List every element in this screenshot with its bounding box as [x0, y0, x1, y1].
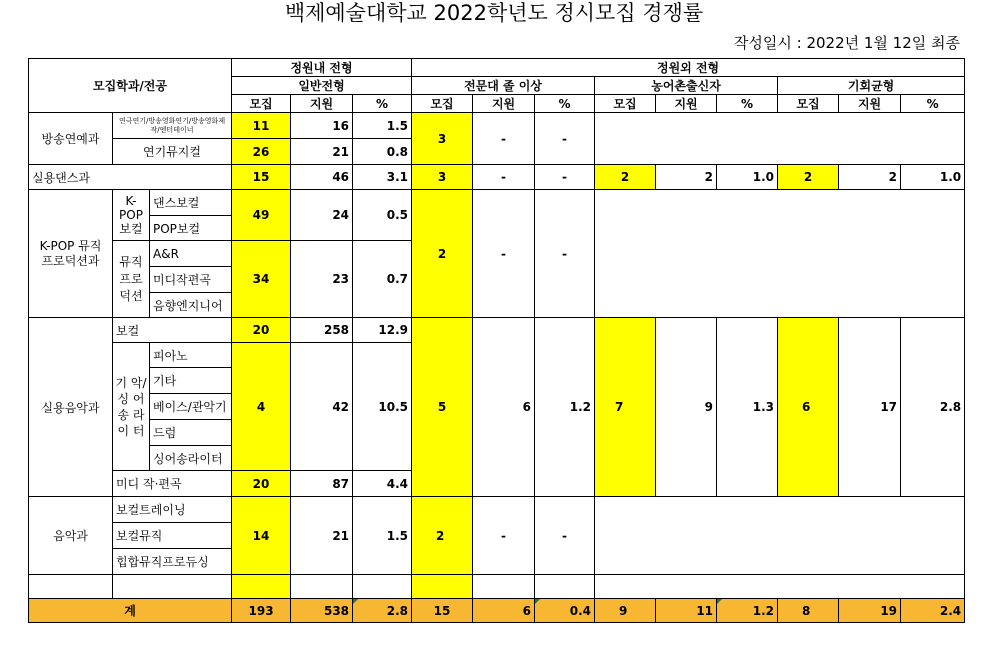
- date-stamp: 작성일시 : 2022년 1월 12일 최종: [733, 34, 960, 52]
- col-recruit: 모집: [412, 95, 473, 113]
- recruit-cell: 3: [412, 165, 473, 190]
- apply-cell: 17: [839, 318, 901, 497]
- empty-cell: [291, 575, 353, 599]
- recruit-cell: 2: [778, 165, 839, 190]
- apply-cell: -: [473, 190, 535, 318]
- major-name: 보컬트레이닝: [113, 497, 232, 523]
- major-name: 힙합뮤직프로듀싱: [113, 549, 232, 575]
- recruit-cell: 14: [232, 497, 291, 575]
- col-apply: 지원: [656, 95, 717, 113]
- apply-cell: 9: [656, 318, 717, 497]
- pct-cell: 10.5: [353, 343, 412, 471]
- col-apply: 지원: [291, 95, 353, 113]
- total-row: [29, 599, 965, 623]
- college-grad-header: 전문대 졸 이상: [412, 77, 595, 95]
- apply-cell: -: [473, 165, 535, 190]
- pct-cell: 1.5: [353, 497, 412, 575]
- recruit-cell: 4: [232, 343, 291, 471]
- empty-cell: [232, 575, 291, 599]
- pct-cell: 0.5: [353, 190, 412, 241]
- col-pct: %: [717, 95, 778, 113]
- total-label: 계: [29, 599, 232, 623]
- rural-header: 농어촌출신자: [595, 77, 778, 95]
- table-row: [29, 318, 965, 343]
- apply-cell: 538: [291, 599, 353, 623]
- apply-cell: 21: [291, 139, 353, 165]
- major-name: 싱어송라이터: [150, 446, 232, 471]
- dept-name: 실용댄스과: [29, 165, 232, 190]
- major-name: A&R: [150, 241, 232, 267]
- empty-cell: [595, 497, 965, 575]
- table-row: [29, 497, 965, 523]
- recruit-cell: 15: [412, 599, 473, 623]
- recruit-cell: 34: [232, 241, 291, 318]
- major-name: 미디 작·편곡: [113, 471, 232, 497]
- col-pct: %: [353, 95, 412, 113]
- pct-cell: 0.7: [353, 241, 412, 318]
- apply-cell: 258: [291, 318, 353, 343]
- apply-cell: 46: [291, 165, 353, 190]
- apply-cell: 16: [291, 113, 353, 139]
- pct-cell: 2.8: [353, 599, 412, 623]
- competition-table: [28, 58, 965, 623]
- apply-cell: 2: [839, 165, 901, 190]
- col-pct: %: [535, 95, 595, 113]
- recruit-cell: 20: [232, 318, 291, 343]
- empty-cell: [29, 575, 113, 599]
- dept-name: 실용음악과: [29, 318, 113, 497]
- pct-cell: 2.4: [901, 599, 965, 623]
- col-recruit: 모집: [595, 95, 656, 113]
- recruit-cell: 193: [232, 599, 291, 623]
- table-row: [29, 190, 965, 216]
- col-apply: 지원: [839, 95, 901, 113]
- apply-cell: 2: [656, 165, 717, 190]
- dept-name: 방송연예과: [29, 113, 113, 165]
- pct-cell: -: [535, 190, 595, 318]
- group-name: 기 악/싱 어송 라이 터: [113, 343, 150, 471]
- empty-cell: [113, 575, 232, 599]
- pct-cell: 0.4: [535, 599, 595, 623]
- apply-cell: 6: [473, 318, 535, 497]
- pct-cell: -: [535, 113, 595, 165]
- recruit-cell: 11: [232, 113, 291, 139]
- recruit-cell: 2: [412, 497, 473, 575]
- dept-name: 음악과: [29, 497, 113, 575]
- empty-cell: [535, 575, 595, 599]
- major-name: 보컬뮤직: [113, 523, 232, 549]
- recruit-cell: 7: [595, 318, 656, 497]
- pct-cell: 3.1: [353, 165, 412, 190]
- major-name: POP보컬: [150, 216, 232, 241]
- col-recruit: 모집: [778, 95, 839, 113]
- recruit-cell: 49: [232, 190, 291, 241]
- major-name: 미디작편곡: [150, 267, 232, 293]
- group-name: K-POP 보컬: [113, 190, 150, 241]
- header-row-1: [29, 59, 965, 77]
- dept-name: K-POP 뮤직 프로덕션과: [29, 190, 113, 318]
- pct-cell: 12.9: [353, 318, 412, 343]
- group-name: 뮤직 프로 덕션: [113, 241, 150, 318]
- recruit-cell: 3: [412, 113, 473, 165]
- apply-cell: -: [473, 497, 535, 575]
- empty-cell: [595, 113, 965, 165]
- col-recruit: 모집: [232, 95, 291, 113]
- apply-cell: 24: [291, 190, 353, 241]
- empty-cell: [473, 575, 535, 599]
- table-row: [29, 113, 965, 139]
- recruit-cell: 5: [412, 318, 473, 497]
- pct-cell: 1.3: [717, 318, 778, 497]
- in-quota-header: 정원내 전형: [232, 59, 412, 77]
- pct-cell: -: [535, 497, 595, 575]
- apply-cell: 42: [291, 343, 353, 471]
- apply-cell: 23: [291, 241, 353, 318]
- major-name: 연극연기/방송영화연기/방송영화제작/엔터테이너: [113, 113, 232, 139]
- apply-cell: 6: [473, 599, 535, 623]
- recruit-cell: 15: [232, 165, 291, 190]
- empty-cell: [353, 575, 412, 599]
- major-name: 베이스/관악기: [150, 394, 232, 420]
- recruit-cell: 6: [778, 318, 839, 497]
- major-name: 기타: [150, 368, 232, 394]
- major-name: 댄스보컬: [150, 190, 232, 216]
- recruit-cell: 8: [778, 599, 839, 623]
- empty-cell: [595, 190, 965, 318]
- major-name: 피아노: [150, 343, 232, 368]
- pct-cell: -: [535, 165, 595, 190]
- major-name: 연기뮤지컬: [113, 139, 232, 165]
- out-quota-header: 정원외 전형: [412, 59, 965, 77]
- apply-cell: 87: [291, 471, 353, 497]
- col-pct: %: [901, 95, 965, 113]
- apply-cell: 19: [839, 599, 901, 623]
- empty-cell: [412, 575, 473, 599]
- apply-cell: -: [473, 113, 535, 165]
- apply-cell: 11: [656, 599, 717, 623]
- recruit-cell: 26: [232, 139, 291, 165]
- pct-cell: 1.5: [353, 113, 412, 139]
- table-row: [29, 575, 965, 599]
- dept-header: 모집학과/전공: [29, 59, 232, 113]
- recruit-cell: 2: [595, 165, 656, 190]
- recruit-cell: 9: [595, 599, 656, 623]
- apply-cell: 21: [291, 497, 353, 575]
- recruit-cell: 2: [412, 190, 473, 318]
- page-title: 백제예술대학교 2022학년도 정시모집 경쟁률: [284, 1, 704, 25]
- pct-cell: 1.0: [901, 165, 965, 190]
- pct-cell: 0.8: [353, 139, 412, 165]
- table-row: [29, 165, 965, 190]
- equal-header: 기회균형: [778, 77, 965, 95]
- recruit-cell: 20: [232, 471, 291, 497]
- major-name: 음향엔지니어: [150, 293, 232, 318]
- empty-cell: [595, 575, 965, 599]
- pct-cell: 1.2: [535, 318, 595, 497]
- pct-cell: 4.4: [353, 471, 412, 497]
- general-header: 일반전형: [232, 77, 412, 95]
- pct-cell: 1.2: [717, 599, 778, 623]
- pct-cell: 2.8: [901, 318, 965, 497]
- major-name: 보컬: [113, 318, 232, 343]
- pct-cell: 1.0: [717, 165, 778, 190]
- col-apply: 지원: [473, 95, 535, 113]
- major-name: 드럼: [150, 420, 232, 446]
